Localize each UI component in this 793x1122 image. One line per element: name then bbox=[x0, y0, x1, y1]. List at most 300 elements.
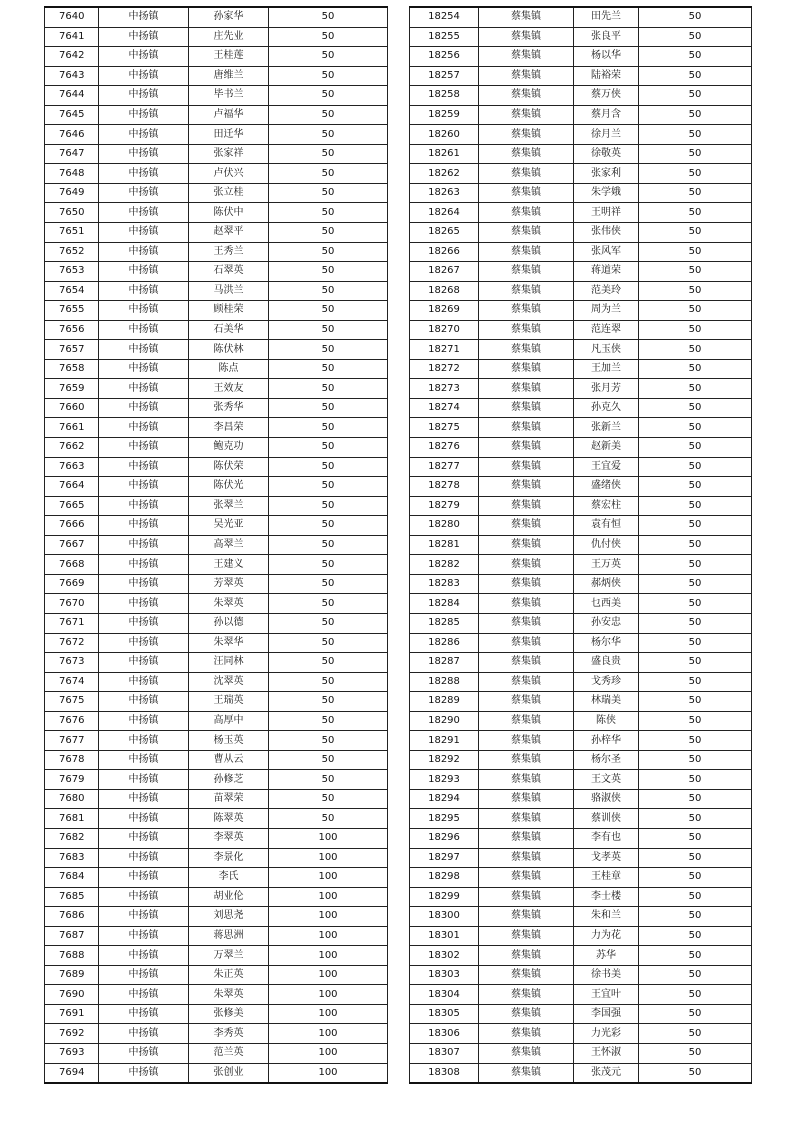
town-cell: 蔡集镇 bbox=[479, 965, 574, 985]
record-number-cell: 18306 bbox=[410, 1024, 479, 1044]
table-row bbox=[410, 789, 752, 809]
table-row bbox=[410, 731, 752, 751]
amount-cell: 50 bbox=[639, 555, 752, 575]
amount-cell: 100 bbox=[269, 1024, 388, 1044]
record-number-cell: 18256 bbox=[410, 47, 479, 67]
table-row bbox=[410, 398, 752, 418]
amount-cell: 50 bbox=[269, 203, 388, 223]
amount-cell: 50 bbox=[639, 418, 752, 438]
town-cell: 中扬镇 bbox=[99, 887, 189, 907]
amount-cell: 50 bbox=[269, 281, 388, 301]
person-name-cell: 毕书兰 bbox=[189, 86, 269, 106]
person-name-cell: 骆淑侠 bbox=[574, 789, 639, 809]
amount-cell: 50 bbox=[639, 242, 752, 262]
record-number-cell: 7658 bbox=[45, 359, 99, 379]
amount-cell: 50 bbox=[639, 711, 752, 731]
town-cell: 蔡集镇 bbox=[479, 535, 574, 555]
person-name-cell: 高翠兰 bbox=[189, 535, 269, 555]
person-name-cell: 马洪兰 bbox=[189, 281, 269, 301]
record-number-cell: 7692 bbox=[45, 1024, 99, 1044]
amount-cell: 50 bbox=[269, 105, 388, 125]
table-row bbox=[45, 613, 388, 633]
table-row bbox=[410, 750, 752, 770]
record-number-cell: 7683 bbox=[45, 848, 99, 868]
person-name-cell: 周为兰 bbox=[574, 301, 639, 321]
amount-cell: 50 bbox=[269, 262, 388, 282]
table-row bbox=[45, 633, 388, 653]
table-row bbox=[45, 574, 388, 594]
table-row bbox=[410, 1063, 752, 1083]
amount-cell: 50 bbox=[269, 770, 388, 790]
table-row bbox=[45, 496, 388, 516]
table-row bbox=[410, 848, 752, 868]
town-cell: 蔡集镇 bbox=[479, 985, 574, 1005]
town-cell: 中扬镇 bbox=[99, 711, 189, 731]
town-cell: 蔡集镇 bbox=[479, 516, 574, 536]
person-name-cell: 张立桂 bbox=[189, 183, 269, 203]
person-name-cell: 盛良贵 bbox=[574, 653, 639, 673]
person-name-cell: 苏华 bbox=[574, 946, 639, 966]
table-row bbox=[410, 555, 752, 575]
amount-cell: 50 bbox=[269, 516, 388, 536]
record-number-cell: 7681 bbox=[45, 809, 99, 829]
town-cell: 中扬镇 bbox=[99, 946, 189, 966]
town-cell: 中扬镇 bbox=[99, 301, 189, 321]
town-cell: 中扬镇 bbox=[99, 1024, 189, 1044]
record-number-cell: 7688 bbox=[45, 946, 99, 966]
record-number-cell: 7664 bbox=[45, 477, 99, 497]
table-row bbox=[410, 672, 752, 692]
amount-cell: 50 bbox=[639, 27, 752, 47]
table-row bbox=[45, 398, 388, 418]
record-number-cell: 18265 bbox=[410, 223, 479, 243]
person-name-cell: 张创业 bbox=[189, 1063, 269, 1083]
person-name-cell: 力为花 bbox=[574, 926, 639, 946]
record-number-cell: 7690 bbox=[45, 985, 99, 1005]
person-name-cell: 仇付侠 bbox=[574, 535, 639, 555]
amount-cell: 50 bbox=[639, 398, 752, 418]
record-number-cell: 18287 bbox=[410, 653, 479, 673]
amount-cell: 50 bbox=[269, 789, 388, 809]
record-number-cell: 18302 bbox=[410, 946, 479, 966]
record-number-cell: 18264 bbox=[410, 203, 479, 223]
record-number-cell: 18279 bbox=[410, 496, 479, 516]
amount-cell: 50 bbox=[269, 672, 388, 692]
record-number-cell: 7657 bbox=[45, 340, 99, 360]
person-name-cell: 徐敬英 bbox=[574, 144, 639, 164]
record-number-cell: 7650 bbox=[45, 203, 99, 223]
amount-cell: 50 bbox=[639, 457, 752, 477]
person-name-cell: 朱和兰 bbox=[574, 907, 639, 927]
town-cell: 中扬镇 bbox=[99, 613, 189, 633]
record-number-cell: 18266 bbox=[410, 242, 479, 262]
table-row bbox=[410, 223, 752, 243]
table-row bbox=[410, 262, 752, 282]
record-number-cell: 7666 bbox=[45, 516, 99, 536]
table-row bbox=[410, 477, 752, 497]
amount-cell: 50 bbox=[269, 47, 388, 67]
person-name-cell: 陈伏中 bbox=[189, 203, 269, 223]
record-number-cell: 18290 bbox=[410, 711, 479, 731]
amount-cell: 50 bbox=[269, 711, 388, 731]
record-number-cell: 7687 bbox=[45, 926, 99, 946]
record-number-cell: 7655 bbox=[45, 301, 99, 321]
amount-cell: 100 bbox=[269, 965, 388, 985]
record-number-cell: 7656 bbox=[45, 320, 99, 340]
town-cell: 蔡集镇 bbox=[479, 47, 574, 67]
person-name-cell: 张翠兰 bbox=[189, 496, 269, 516]
town-cell: 中扬镇 bbox=[99, 27, 189, 47]
town-cell: 蔡集镇 bbox=[479, 809, 574, 829]
table-row bbox=[410, 868, 752, 888]
record-number-cell: 18277 bbox=[410, 457, 479, 477]
person-name-cell: 朱翠英 bbox=[189, 985, 269, 1005]
table-row bbox=[45, 653, 388, 673]
table-row bbox=[410, 359, 752, 379]
table-row bbox=[410, 86, 752, 106]
record-number-cell: 7665 bbox=[45, 496, 99, 516]
town-cell: 蔡集镇 bbox=[479, 1024, 574, 1044]
record-number-cell: 7651 bbox=[45, 223, 99, 243]
record-number-cell: 7679 bbox=[45, 770, 99, 790]
person-name-cell: 蔡万侠 bbox=[574, 86, 639, 106]
town-cell: 中扬镇 bbox=[99, 496, 189, 516]
record-number-cell: 7667 bbox=[45, 535, 99, 555]
person-name-cell: 杨尔圣 bbox=[574, 750, 639, 770]
person-name-cell: 卢伏兴 bbox=[189, 164, 269, 184]
person-name-cell: 陈翠英 bbox=[189, 809, 269, 829]
table-row bbox=[410, 828, 752, 848]
town-cell: 蔡集镇 bbox=[479, 613, 574, 633]
person-name-cell: 朱翠华 bbox=[189, 633, 269, 653]
town-cell: 蔡集镇 bbox=[479, 907, 574, 927]
table-row bbox=[45, 301, 388, 321]
record-number-cell: 18292 bbox=[410, 750, 479, 770]
amount-cell: 50 bbox=[639, 868, 752, 888]
amount-cell: 50 bbox=[639, 203, 752, 223]
table-row bbox=[45, 789, 388, 809]
town-cell: 中扬镇 bbox=[99, 985, 189, 1005]
town-cell: 中扬镇 bbox=[99, 848, 189, 868]
table-row bbox=[410, 1043, 752, 1063]
amount-cell: 50 bbox=[639, 496, 752, 516]
table-row bbox=[45, 7, 388, 27]
person-name-cell: 沈翠英 bbox=[189, 672, 269, 692]
amount-cell: 50 bbox=[269, 320, 388, 340]
record-number-cell: 18298 bbox=[410, 868, 479, 888]
person-name-cell: 张新兰 bbox=[574, 418, 639, 438]
table-row bbox=[45, 242, 388, 262]
amount-cell: 50 bbox=[269, 86, 388, 106]
town-cell: 蔡集镇 bbox=[479, 86, 574, 106]
person-name-cell: 张家祥 bbox=[189, 144, 269, 164]
amount-cell: 50 bbox=[269, 613, 388, 633]
record-number-cell: 18274 bbox=[410, 398, 479, 418]
person-name-cell: 王效友 bbox=[189, 379, 269, 399]
person-name-cell: 王文英 bbox=[574, 770, 639, 790]
record-number-cell: 7654 bbox=[45, 281, 99, 301]
town-cell: 蔡集镇 bbox=[479, 926, 574, 946]
record-number-cell: 18262 bbox=[410, 164, 479, 184]
record-number-cell: 18278 bbox=[410, 477, 479, 497]
town-cell: 蔡集镇 bbox=[479, 301, 574, 321]
person-name-cell: 孙克久 bbox=[574, 398, 639, 418]
amount-cell: 50 bbox=[269, 535, 388, 555]
record-number-cell: 18291 bbox=[410, 731, 479, 751]
amount-cell: 50 bbox=[639, 379, 752, 399]
town-cell: 中扬镇 bbox=[99, 653, 189, 673]
record-number-cell: 18263 bbox=[410, 183, 479, 203]
amount-cell: 100 bbox=[269, 926, 388, 946]
person-name-cell: 王桂莲 bbox=[189, 47, 269, 67]
amount-cell: 50 bbox=[639, 340, 752, 360]
person-name-cell: 孙以德 bbox=[189, 613, 269, 633]
record-number-cell: 18297 bbox=[410, 848, 479, 868]
town-cell: 中扬镇 bbox=[99, 477, 189, 497]
record-number-cell: 18288 bbox=[410, 672, 479, 692]
person-name-cell: 林瑞美 bbox=[574, 692, 639, 712]
amount-cell: 50 bbox=[269, 27, 388, 47]
town-cell: 蔡集镇 bbox=[479, 1063, 574, 1083]
table-row bbox=[410, 711, 752, 731]
record-number-cell: 18283 bbox=[410, 574, 479, 594]
town-cell: 蔡集镇 bbox=[479, 477, 574, 497]
amount-cell: 100 bbox=[269, 828, 388, 848]
person-name-cell: 杨以华 bbox=[574, 47, 639, 67]
town-cell: 中扬镇 bbox=[99, 105, 189, 125]
town-cell: 蔡集镇 bbox=[479, 340, 574, 360]
person-name-cell: 李氏 bbox=[189, 868, 269, 888]
person-name-cell: 孙修芝 bbox=[189, 770, 269, 790]
town-cell: 中扬镇 bbox=[99, 320, 189, 340]
person-name-cell: 蔡训侠 bbox=[574, 809, 639, 829]
town-cell: 中扬镇 bbox=[99, 1004, 189, 1024]
table-row bbox=[45, 262, 388, 282]
table-row bbox=[410, 613, 752, 633]
table-row bbox=[45, 731, 388, 751]
record-number-cell: 18282 bbox=[410, 555, 479, 575]
person-name-cell: 徐书美 bbox=[574, 965, 639, 985]
amount-cell: 50 bbox=[639, 750, 752, 770]
town-cell: 蔡集镇 bbox=[479, 203, 574, 223]
town-cell: 蔡集镇 bbox=[479, 574, 574, 594]
table-row bbox=[45, 66, 388, 86]
town-cell: 中扬镇 bbox=[99, 633, 189, 653]
amount-cell: 50 bbox=[639, 223, 752, 243]
amount-cell: 50 bbox=[269, 750, 388, 770]
person-name-cell: 吴光亚 bbox=[189, 516, 269, 536]
record-number-cell: 18269 bbox=[410, 301, 479, 321]
town-cell: 蔡集镇 bbox=[479, 125, 574, 145]
table-row bbox=[45, 438, 388, 458]
table-row bbox=[410, 907, 752, 927]
town-cell: 蔡集镇 bbox=[479, 868, 574, 888]
table-row bbox=[45, 711, 388, 731]
record-number-cell: 18259 bbox=[410, 105, 479, 125]
town-cell: 中扬镇 bbox=[99, 731, 189, 751]
person-name-cell: 范兰英 bbox=[189, 1043, 269, 1063]
person-name-cell: 李翠英 bbox=[189, 828, 269, 848]
record-number-cell: 18305 bbox=[410, 1004, 479, 1024]
person-name-cell: 张良平 bbox=[574, 27, 639, 47]
amount-cell: 50 bbox=[639, 105, 752, 125]
record-number-cell: 18258 bbox=[410, 86, 479, 106]
town-cell: 蔡集镇 bbox=[479, 398, 574, 418]
table-row bbox=[45, 809, 388, 829]
town-cell: 中扬镇 bbox=[99, 692, 189, 712]
person-name-cell: 乜西美 bbox=[574, 594, 639, 614]
person-name-cell: 王万英 bbox=[574, 555, 639, 575]
record-number-cell: 7649 bbox=[45, 183, 99, 203]
table-row bbox=[410, 887, 752, 907]
amount-cell: 50 bbox=[639, 1063, 752, 1083]
record-number-cell: 7686 bbox=[45, 907, 99, 927]
record-number-cell: 7660 bbox=[45, 398, 99, 418]
amount-cell: 50 bbox=[269, 594, 388, 614]
table-row bbox=[45, 457, 388, 477]
person-name-cell: 袁有恒 bbox=[574, 516, 639, 536]
person-name-cell: 孙家华 bbox=[189, 7, 269, 27]
table-row bbox=[45, 848, 388, 868]
amount-cell: 50 bbox=[639, 477, 752, 497]
table-row bbox=[410, 770, 752, 790]
table-row bbox=[410, 496, 752, 516]
table-row bbox=[45, 203, 388, 223]
record-number-cell: 7668 bbox=[45, 555, 99, 575]
table-row bbox=[45, 1043, 388, 1063]
town-cell: 中扬镇 bbox=[99, 574, 189, 594]
town-cell: 中扬镇 bbox=[99, 144, 189, 164]
amount-cell: 50 bbox=[269, 418, 388, 438]
amount-cell: 50 bbox=[269, 242, 388, 262]
record-number-cell: 7677 bbox=[45, 731, 99, 751]
table-row bbox=[410, 633, 752, 653]
record-table-left bbox=[44, 6, 388, 1084]
person-name-cell: 庄先业 bbox=[189, 27, 269, 47]
table-row bbox=[410, 516, 752, 536]
table-row bbox=[45, 965, 388, 985]
person-name-cell: 蒋思洲 bbox=[189, 926, 269, 946]
town-cell: 中扬镇 bbox=[99, 242, 189, 262]
table-row bbox=[410, 27, 752, 47]
table-row bbox=[410, 7, 752, 27]
table-row bbox=[410, 438, 752, 458]
person-name-cell: 范连翠 bbox=[574, 320, 639, 340]
record-number-cell: 18294 bbox=[410, 789, 479, 809]
table-row bbox=[410, 203, 752, 223]
table-row bbox=[45, 144, 388, 164]
table-row bbox=[45, 125, 388, 145]
person-name-cell: 王秀兰 bbox=[189, 242, 269, 262]
table-row bbox=[410, 809, 752, 829]
table-row bbox=[410, 144, 752, 164]
amount-cell: 50 bbox=[639, 301, 752, 321]
town-cell: 蔡集镇 bbox=[479, 105, 574, 125]
table-row bbox=[45, 594, 388, 614]
table-row bbox=[45, 1024, 388, 1044]
town-cell: 蔡集镇 bbox=[479, 379, 574, 399]
table-row bbox=[410, 164, 752, 184]
person-name-cell: 孙安忠 bbox=[574, 613, 639, 633]
amount-cell: 50 bbox=[639, 535, 752, 555]
amount-cell: 50 bbox=[269, 574, 388, 594]
table-row bbox=[45, 926, 388, 946]
person-name-cell: 朱翠英 bbox=[189, 594, 269, 614]
town-cell: 中扬镇 bbox=[99, 223, 189, 243]
town-cell: 中扬镇 bbox=[99, 868, 189, 888]
amount-cell: 100 bbox=[269, 1004, 388, 1024]
table-row bbox=[45, 555, 388, 575]
person-name-cell: 芳翠英 bbox=[189, 574, 269, 594]
person-name-cell: 蒋道荣 bbox=[574, 262, 639, 282]
person-name-cell: 田先兰 bbox=[574, 7, 639, 27]
amount-cell: 50 bbox=[639, 66, 752, 86]
person-name-cell: 朱学娥 bbox=[574, 183, 639, 203]
record-number-cell: 18293 bbox=[410, 770, 479, 790]
town-cell: 蔡集镇 bbox=[479, 418, 574, 438]
record-number-cell: 18276 bbox=[410, 438, 479, 458]
town-cell: 中扬镇 bbox=[99, 359, 189, 379]
town-cell: 蔡集镇 bbox=[479, 1043, 574, 1063]
record-number-cell: 18299 bbox=[410, 887, 479, 907]
table-row bbox=[45, 672, 388, 692]
person-name-cell: 张家利 bbox=[574, 164, 639, 184]
record-number-cell: 18255 bbox=[410, 27, 479, 47]
town-cell: 蔡集镇 bbox=[479, 946, 574, 966]
record-number-cell: 7680 bbox=[45, 789, 99, 809]
record-number-cell: 7689 bbox=[45, 965, 99, 985]
amount-cell: 50 bbox=[639, 965, 752, 985]
record-number-cell: 18303 bbox=[410, 965, 479, 985]
record-number-cell: 7640 bbox=[45, 7, 99, 27]
town-cell: 中扬镇 bbox=[99, 926, 189, 946]
table-row bbox=[410, 66, 752, 86]
record-number-cell: 7673 bbox=[45, 653, 99, 673]
table-row bbox=[410, 1024, 752, 1044]
record-number-cell: 18300 bbox=[410, 907, 479, 927]
person-name-cell: 王加兰 bbox=[574, 359, 639, 379]
amount-cell: 50 bbox=[269, 183, 388, 203]
town-cell: 中扬镇 bbox=[99, 750, 189, 770]
record-number-cell: 18261 bbox=[410, 144, 479, 164]
town-cell: 中扬镇 bbox=[99, 203, 189, 223]
town-cell: 蔡集镇 bbox=[479, 594, 574, 614]
record-number-cell: 18289 bbox=[410, 692, 479, 712]
person-name-cell: 张茂元 bbox=[574, 1063, 639, 1083]
amount-cell: 50 bbox=[269, 340, 388, 360]
person-name-cell: 盛绪侠 bbox=[574, 477, 639, 497]
record-number-cell: 18280 bbox=[410, 516, 479, 536]
person-name-cell: 王宜爱 bbox=[574, 457, 639, 477]
record-number-cell: 18284 bbox=[410, 594, 479, 614]
record-number-cell: 7647 bbox=[45, 144, 99, 164]
record-number-cell: 7661 bbox=[45, 418, 99, 438]
record-number-cell: 7641 bbox=[45, 27, 99, 47]
record-number-cell: 7670 bbox=[45, 594, 99, 614]
town-cell: 蔡集镇 bbox=[479, 770, 574, 790]
person-name-cell: 王怀淑 bbox=[574, 1043, 639, 1063]
town-cell: 蔡集镇 bbox=[479, 653, 574, 673]
town-cell: 蔡集镇 bbox=[479, 320, 574, 340]
record-number-cell: 7682 bbox=[45, 828, 99, 848]
table-row bbox=[45, 340, 388, 360]
amount-cell: 50 bbox=[639, 438, 752, 458]
amount-cell: 100 bbox=[269, 1043, 388, 1063]
table-row bbox=[410, 946, 752, 966]
person-name-cell: 郝炳侠 bbox=[574, 574, 639, 594]
amount-cell: 100 bbox=[269, 868, 388, 888]
record-number-cell: 18275 bbox=[410, 418, 479, 438]
